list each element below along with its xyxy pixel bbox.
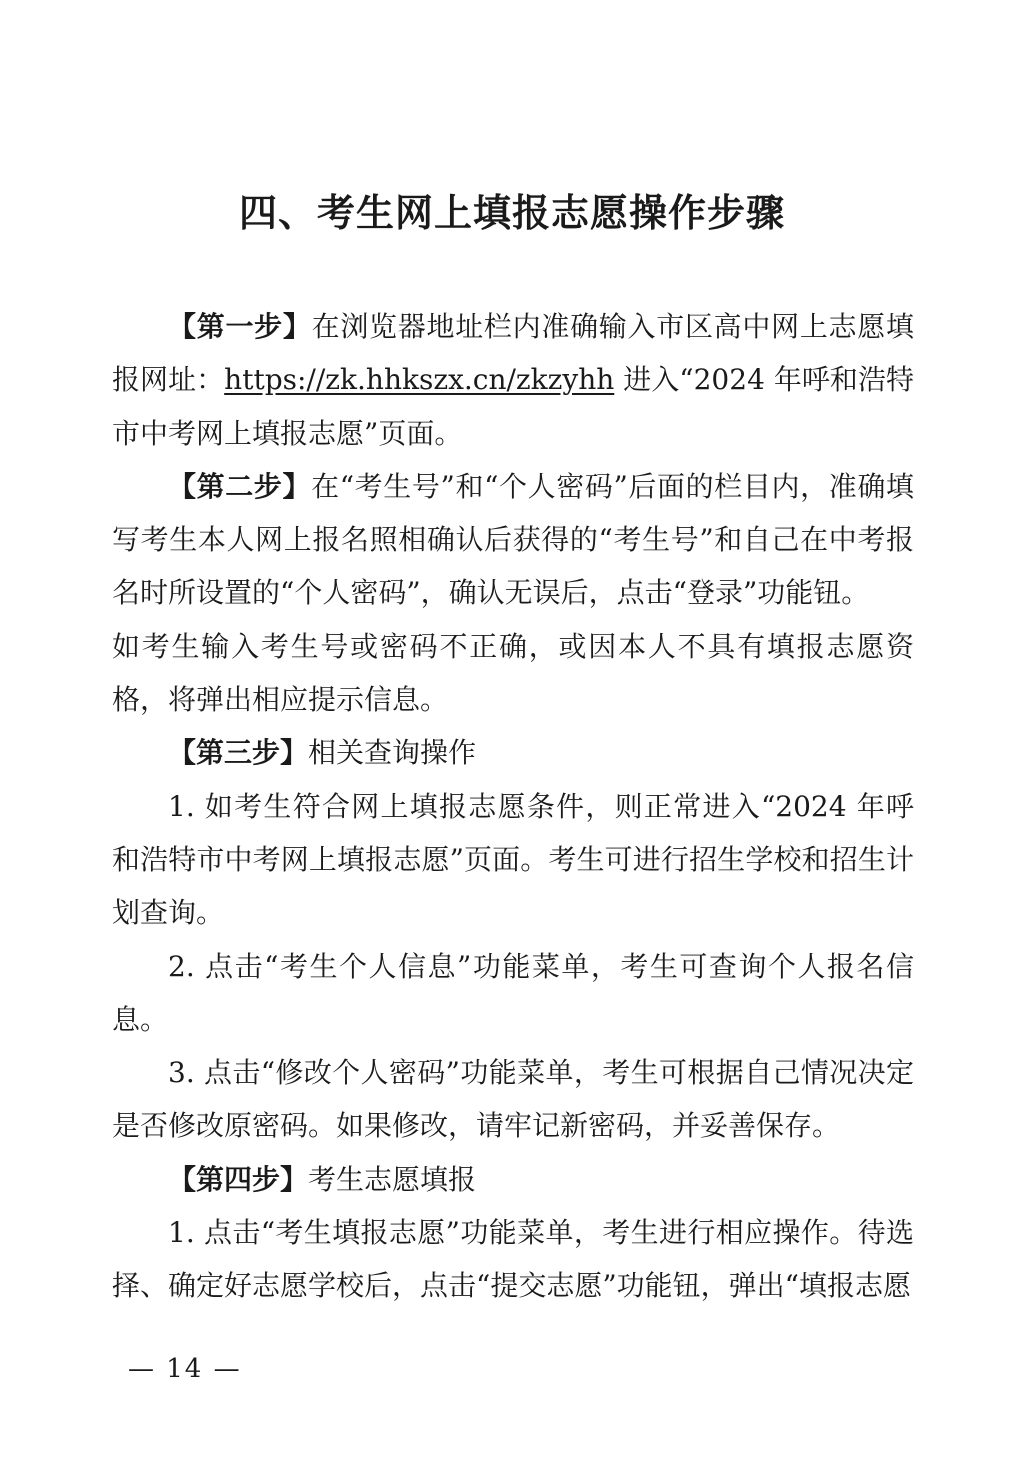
- document-body: [112, 300, 914, 1313]
- step-2-lead: 【第二步】: [168, 469, 312, 503]
- step-2-note: 如考生输入考生号或密码不正确，或因本人不具有填报志愿资格，将弹出相应提示信息。: [112, 629, 914, 717]
- step-1-paragraph: [112, 300, 914, 460]
- step-1-text-b: 进入“2024 年呼和浩特市中考网上填报志愿”页面。: [112, 363, 914, 450]
- page-number: — 14 —: [128, 1354, 242, 1384]
- step-3-item-3: 3. 点击“修改个人密码”功能菜单，考生可根据自己情况决定是否修改原密码。如果修改，请牢记新密码，并妥善保存。: [112, 1056, 914, 1143]
- step-4-text: 考生志愿填报: [308, 1162, 477, 1196]
- step-4-lead: 【第四步】: [168, 1162, 309, 1196]
- step-3-heading: [112, 726, 914, 779]
- step-4-item-1: 1. 点击“考生填报志愿”功能菜单，考生进行相应操作。待选择、确定好志愿学校后，点击“提交志愿”功能钮，弹出“填报志愿: [112, 1216, 914, 1303]
- step-2-paragraph: [112, 460, 914, 620]
- step-1-lead: 【第一步】: [168, 310, 312, 343]
- step-3-item-1: 1. 如考生符合网上填报志愿条件，则正常进入“2024 年呼和浩特市中考网上填报志愿”页面。考生可进行招生学校和招生计划查询。: [112, 789, 914, 930]
- section-title: 四、考生网上填报志愿操作步骤: [238, 191, 785, 235]
- step-2-text: 在“考生号”和“个人密码”后面的栏目内，准确填写考生本人网上报名照相确认后获得的“考生号”和自己在中考报名时所设置的“个人密码”，确认无误后，点击“登录”功能钮。: [112, 469, 914, 610]
- step-4-heading: [112, 1153, 914, 1206]
- step-3-text: 相关查询操作: [308, 736, 477, 770]
- step-1-url-link[interactable]: https://zk.hhkszx.cn/zkzyhh: [224, 363, 615, 397]
- step-1-text-a: 在浏览器地址栏内准确输入市区高中网上志愿填报网址：: [112, 310, 914, 397]
- step-3-lead: 【第三步】: [168, 736, 309, 770]
- step-3-item-2: 2. 点击“考生个人信息”功能菜单，考生可查询个人报名信息。: [112, 949, 914, 1036]
